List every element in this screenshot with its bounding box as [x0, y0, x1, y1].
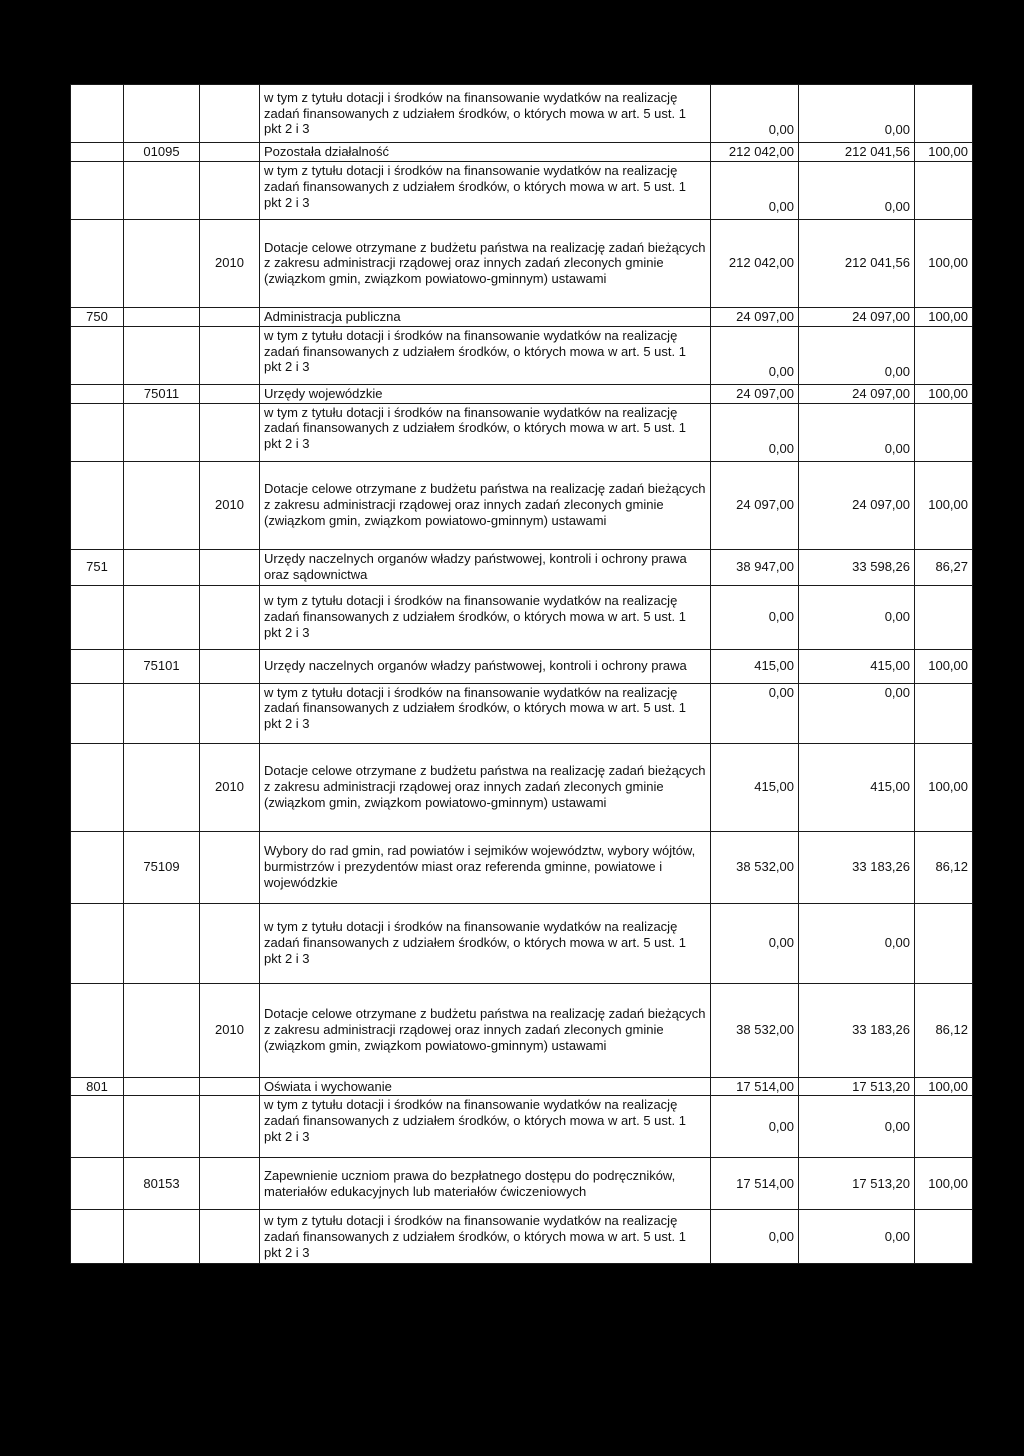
description-cell: w tym z tytułu dotacji i środków na finansowanie wydatków na realizację zadań finansowanych z udziałem środków, o których mowa w art. 5 ust. 1 pkt 2 i 3 [260, 683, 711, 743]
dzial-cell [71, 326, 124, 384]
rozdzial-cell [124, 403, 200, 461]
table-row [71, 585, 973, 649]
rozdzial-cell [124, 161, 200, 219]
rozdzial-cell [124, 1077, 200, 1096]
execution-cell: 0,00 [799, 326, 915, 384]
plan-cell: 0,00 [711, 1210, 799, 1264]
execution-cell: 0,00 [799, 161, 915, 219]
paragraf-cell [200, 585, 260, 649]
plan-cell: 415,00 [711, 649, 799, 683]
execution-cell: 0,00 [799, 403, 915, 461]
table-row [71, 1077, 973, 1096]
table-row [71, 683, 973, 743]
table-row [71, 831, 973, 903]
dzial-cell [71, 683, 124, 743]
table-row [71, 549, 973, 585]
dzial-cell: 751 [71, 549, 124, 585]
plan-cell: 0,00 [711, 903, 799, 983]
dzial-cell [71, 461, 124, 549]
execution-cell: 24 097,00 [799, 461, 915, 549]
plan-cell: 17 514,00 [711, 1158, 799, 1210]
percent-cell: 100,00 [915, 219, 973, 307]
rozdzial-cell: 80153 [124, 1158, 200, 1210]
dzial-cell [71, 903, 124, 983]
paragraf-cell: 2010 [200, 219, 260, 307]
plan-cell: 38 947,00 [711, 549, 799, 585]
percent-cell: 100,00 [915, 307, 973, 326]
description-cell: Urzędy wojewódzkie [260, 384, 711, 403]
rozdzial-cell [124, 585, 200, 649]
description-cell: Dotacje celowe otrzymane z budżetu państwa na realizację zadań bieżących z zakresu administracji rządowej oraz innych zadań zleconych gminie (związkom gmin, związkom powiatowo-gminnym) ustawami [260, 983, 711, 1077]
table-row [71, 649, 973, 683]
paragraf-cell [200, 307, 260, 326]
description-cell: Pozostała działalność [260, 143, 711, 162]
plan-cell: 24 097,00 [711, 307, 799, 326]
paragraf-cell [200, 831, 260, 903]
table-row [71, 983, 973, 1077]
rozdzial-cell: 75011 [124, 384, 200, 403]
table-row [71, 161, 973, 219]
paragraf-cell [200, 85, 260, 143]
table-row [71, 143, 973, 162]
dzial-cell [71, 649, 124, 683]
paragraf-cell [200, 903, 260, 983]
paragraf-cell [200, 1210, 260, 1264]
execution-cell: 0,00 [799, 85, 915, 143]
table-row [71, 903, 973, 983]
rozdzial-cell [124, 549, 200, 585]
description-cell: Dotacje celowe otrzymane z budżetu państwa na realizację zadań bieżących z zakresu administracji rządowej oraz innych zadań zleconych gminie (związkom gmin, związkom powiatowo-gminnym) ustawami [260, 461, 711, 549]
description-cell: Urzędy naczelnych organów władzy państwowej, kontroli i ochrony prawa [260, 649, 711, 683]
description-cell: w tym z tytułu dotacji i środków na finansowanie wydatków na realizację zadań finansowanych z udziałem środków, o których mowa w art. 5 ust. 1 pkt 2 i 3 [260, 326, 711, 384]
plan-cell: 212 042,00 [711, 143, 799, 162]
rozdzial-cell [124, 326, 200, 384]
table-row [71, 219, 973, 307]
plan-cell: 0,00 [711, 585, 799, 649]
dzial-cell [71, 1158, 124, 1210]
rozdzial-cell [124, 1210, 200, 1264]
plan-cell: 415,00 [711, 743, 799, 831]
dzial-cell [71, 143, 124, 162]
plan-cell: 0,00 [711, 683, 799, 743]
execution-cell: 33 183,26 [799, 831, 915, 903]
dzial-cell [71, 403, 124, 461]
paragraf-cell: 2010 [200, 983, 260, 1077]
rozdzial-cell: 01095 [124, 143, 200, 162]
table-row [71, 743, 973, 831]
description-cell: w tym z tytułu dotacji i środków na finansowanie wydatków na realizację zadań finansowanych z udziałem środków, o których mowa w art. 5 ust. 1 pkt 2 i 3 [260, 903, 711, 983]
plan-cell: 0,00 [711, 85, 799, 143]
percent-cell: 86,12 [915, 983, 973, 1077]
plan-cell: 0,00 [711, 403, 799, 461]
execution-cell: 24 097,00 [799, 307, 915, 326]
percent-cell [915, 326, 973, 384]
paragraf-cell [200, 1158, 260, 1210]
paragraf-cell [200, 384, 260, 403]
percent-cell: 86,12 [915, 831, 973, 903]
plan-cell: 0,00 [711, 1096, 799, 1158]
description-cell: Wybory do rad gmin, rad powiatów i sejmików województw, wybory wójtów, burmistrzów i prezydentów miast oraz referenda gminne, powiatowe i wojewódzkie [260, 831, 711, 903]
dzial-cell [71, 161, 124, 219]
plan-cell: 38 532,00 [711, 831, 799, 903]
rozdzial-cell [124, 683, 200, 743]
dzial-cell: 750 [71, 307, 124, 326]
plan-cell: 17 514,00 [711, 1077, 799, 1096]
description-cell: w tym z tytułu dotacji i środków na finansowanie wydatków na realizację zadań finansowanych z udziałem środków, o których mowa w art. 5 ust. 1 pkt 2 i 3 [260, 85, 711, 143]
plan-cell: 212 042,00 [711, 219, 799, 307]
percent-cell [915, 585, 973, 649]
percent-cell: 86,27 [915, 549, 973, 585]
paragraf-cell [200, 549, 260, 585]
plan-cell: 24 097,00 [711, 461, 799, 549]
dzial-cell [71, 219, 124, 307]
dzial-cell [71, 1096, 124, 1158]
paragraf-cell [200, 326, 260, 384]
description-cell: w tym z tytułu dotacji i środków na finansowanie wydatków na realizację zadań finansowanych z udziałem środków, o których mowa w art. 5 ust. 1 pkt 2 i 3 [260, 1096, 711, 1158]
rozdzial-cell [124, 85, 200, 143]
plan-cell: 0,00 [711, 161, 799, 219]
table-row [71, 403, 973, 461]
rozdzial-cell [124, 1096, 200, 1158]
plan-cell: 38 532,00 [711, 983, 799, 1077]
dzial-cell [71, 743, 124, 831]
table-row [71, 461, 973, 549]
percent-cell [915, 683, 973, 743]
paragraf-cell [200, 649, 260, 683]
execution-cell: 212 041,56 [799, 143, 915, 162]
description-cell: w tym z tytułu dotacji i środków na finansowanie wydatków na realizację zadań finansowanych z udziałem środków, o których mowa w art. 5 ust. 1 pkt 2 i 3 [260, 403, 711, 461]
table-row [71, 1158, 973, 1210]
dzial-cell [71, 384, 124, 403]
paragraf-cell: 2010 [200, 743, 260, 831]
percent-cell [915, 161, 973, 219]
percent-cell [915, 903, 973, 983]
description-cell: w tym z tytułu dotacji i środków na finansowanie wydatków na realizację zadań finansowanych z udziałem środków, o których mowa w art. 5 ust. 1 pkt 2 i 3 [260, 585, 711, 649]
table-row [71, 85, 973, 143]
percent-cell: 100,00 [915, 743, 973, 831]
execution-cell: 212 041,56 [799, 219, 915, 307]
paragraf-cell [200, 1096, 260, 1158]
description-cell: Oświata i wychowanie [260, 1077, 711, 1096]
table-row [71, 1210, 973, 1264]
percent-cell [915, 1210, 973, 1264]
execution-cell: 415,00 [799, 743, 915, 831]
dzial-cell [71, 831, 124, 903]
dzial-cell [71, 85, 124, 143]
description-cell: w tym z tytułu dotacji i środków na finansowanie wydatków na realizację zadań finansowanych z udziałem środków, o których mowa w art. 5 ust. 1 pkt 2 i 3 [260, 1210, 711, 1264]
execution-cell: 415,00 [799, 649, 915, 683]
rozdzial-cell [124, 743, 200, 831]
table-row [71, 384, 973, 403]
description-cell: w tym z tytułu dotacji i środków na finansowanie wydatków na realizację zadań finansowanych z udziałem środków, o których mowa w art. 5 ust. 1 pkt 2 i 3 [260, 161, 711, 219]
table-row [71, 326, 973, 384]
budget-execution-table [70, 84, 973, 1264]
paragraf-cell [200, 683, 260, 743]
description-cell: Dotacje celowe otrzymane z budżetu państwa na realizację zadań bieżących z zakresu administracji rządowej oraz innych zadań zleconych gminie (związkom gmin, związkom powiatowo-gminnym) ustawami [260, 219, 711, 307]
percent-cell [915, 1096, 973, 1158]
paragraf-cell [200, 143, 260, 162]
execution-cell: 17 513,20 [799, 1158, 915, 1210]
percent-cell: 100,00 [915, 1077, 973, 1096]
description-cell: Dotacje celowe otrzymane z budżetu państwa na realizację zadań bieżących z zakresu administracji rządowej oraz innych zadań zleconych gminie (związkom gmin, związkom powiatowo-gminnym) ustawami [260, 743, 711, 831]
paragraf-cell [200, 403, 260, 461]
execution-cell: 0,00 [799, 683, 915, 743]
description-cell: Urzędy naczelnych organów władzy państwowej, kontroli i ochrony prawa oraz sądownictwa [260, 549, 711, 585]
dzial-cell [71, 585, 124, 649]
description-cell: Administracja publiczna [260, 307, 711, 326]
execution-cell: 0,00 [799, 1096, 915, 1158]
rozdzial-cell [124, 307, 200, 326]
execution-cell: 33 183,26 [799, 983, 915, 1077]
percent-cell [915, 85, 973, 143]
dzial-cell [71, 1210, 124, 1264]
rozdzial-cell: 75109 [124, 831, 200, 903]
table-row [71, 307, 973, 326]
execution-cell: 0,00 [799, 903, 915, 983]
percent-cell: 100,00 [915, 649, 973, 683]
description-cell: Zapewnienie uczniom prawa do bezpłatnego dostępu do podręczników, materiałów edukacyjnych lub materiałów ćwiczeniowych [260, 1158, 711, 1210]
table-row [71, 1096, 973, 1158]
percent-cell: 100,00 [915, 384, 973, 403]
dzial-cell: 801 [71, 1077, 124, 1096]
rozdzial-cell [124, 461, 200, 549]
rozdzial-cell [124, 219, 200, 307]
percent-cell: 100,00 [915, 1158, 973, 1210]
plan-cell: 24 097,00 [711, 384, 799, 403]
execution-cell: 0,00 [799, 585, 915, 649]
percent-cell: 100,00 [915, 143, 973, 162]
execution-cell: 24 097,00 [799, 384, 915, 403]
execution-cell: 33 598,26 [799, 549, 915, 585]
paragraf-cell [200, 161, 260, 219]
rozdzial-cell [124, 983, 200, 1077]
percent-cell [915, 403, 973, 461]
rozdzial-cell [124, 903, 200, 983]
paragraf-cell: 2010 [200, 461, 260, 549]
paragraf-cell [200, 1077, 260, 1096]
plan-cell: 0,00 [711, 326, 799, 384]
execution-cell: 17 513,20 [799, 1077, 915, 1096]
rozdzial-cell: 75101 [124, 649, 200, 683]
percent-cell: 100,00 [915, 461, 973, 549]
dzial-cell [71, 983, 124, 1077]
execution-cell: 0,00 [799, 1210, 915, 1264]
